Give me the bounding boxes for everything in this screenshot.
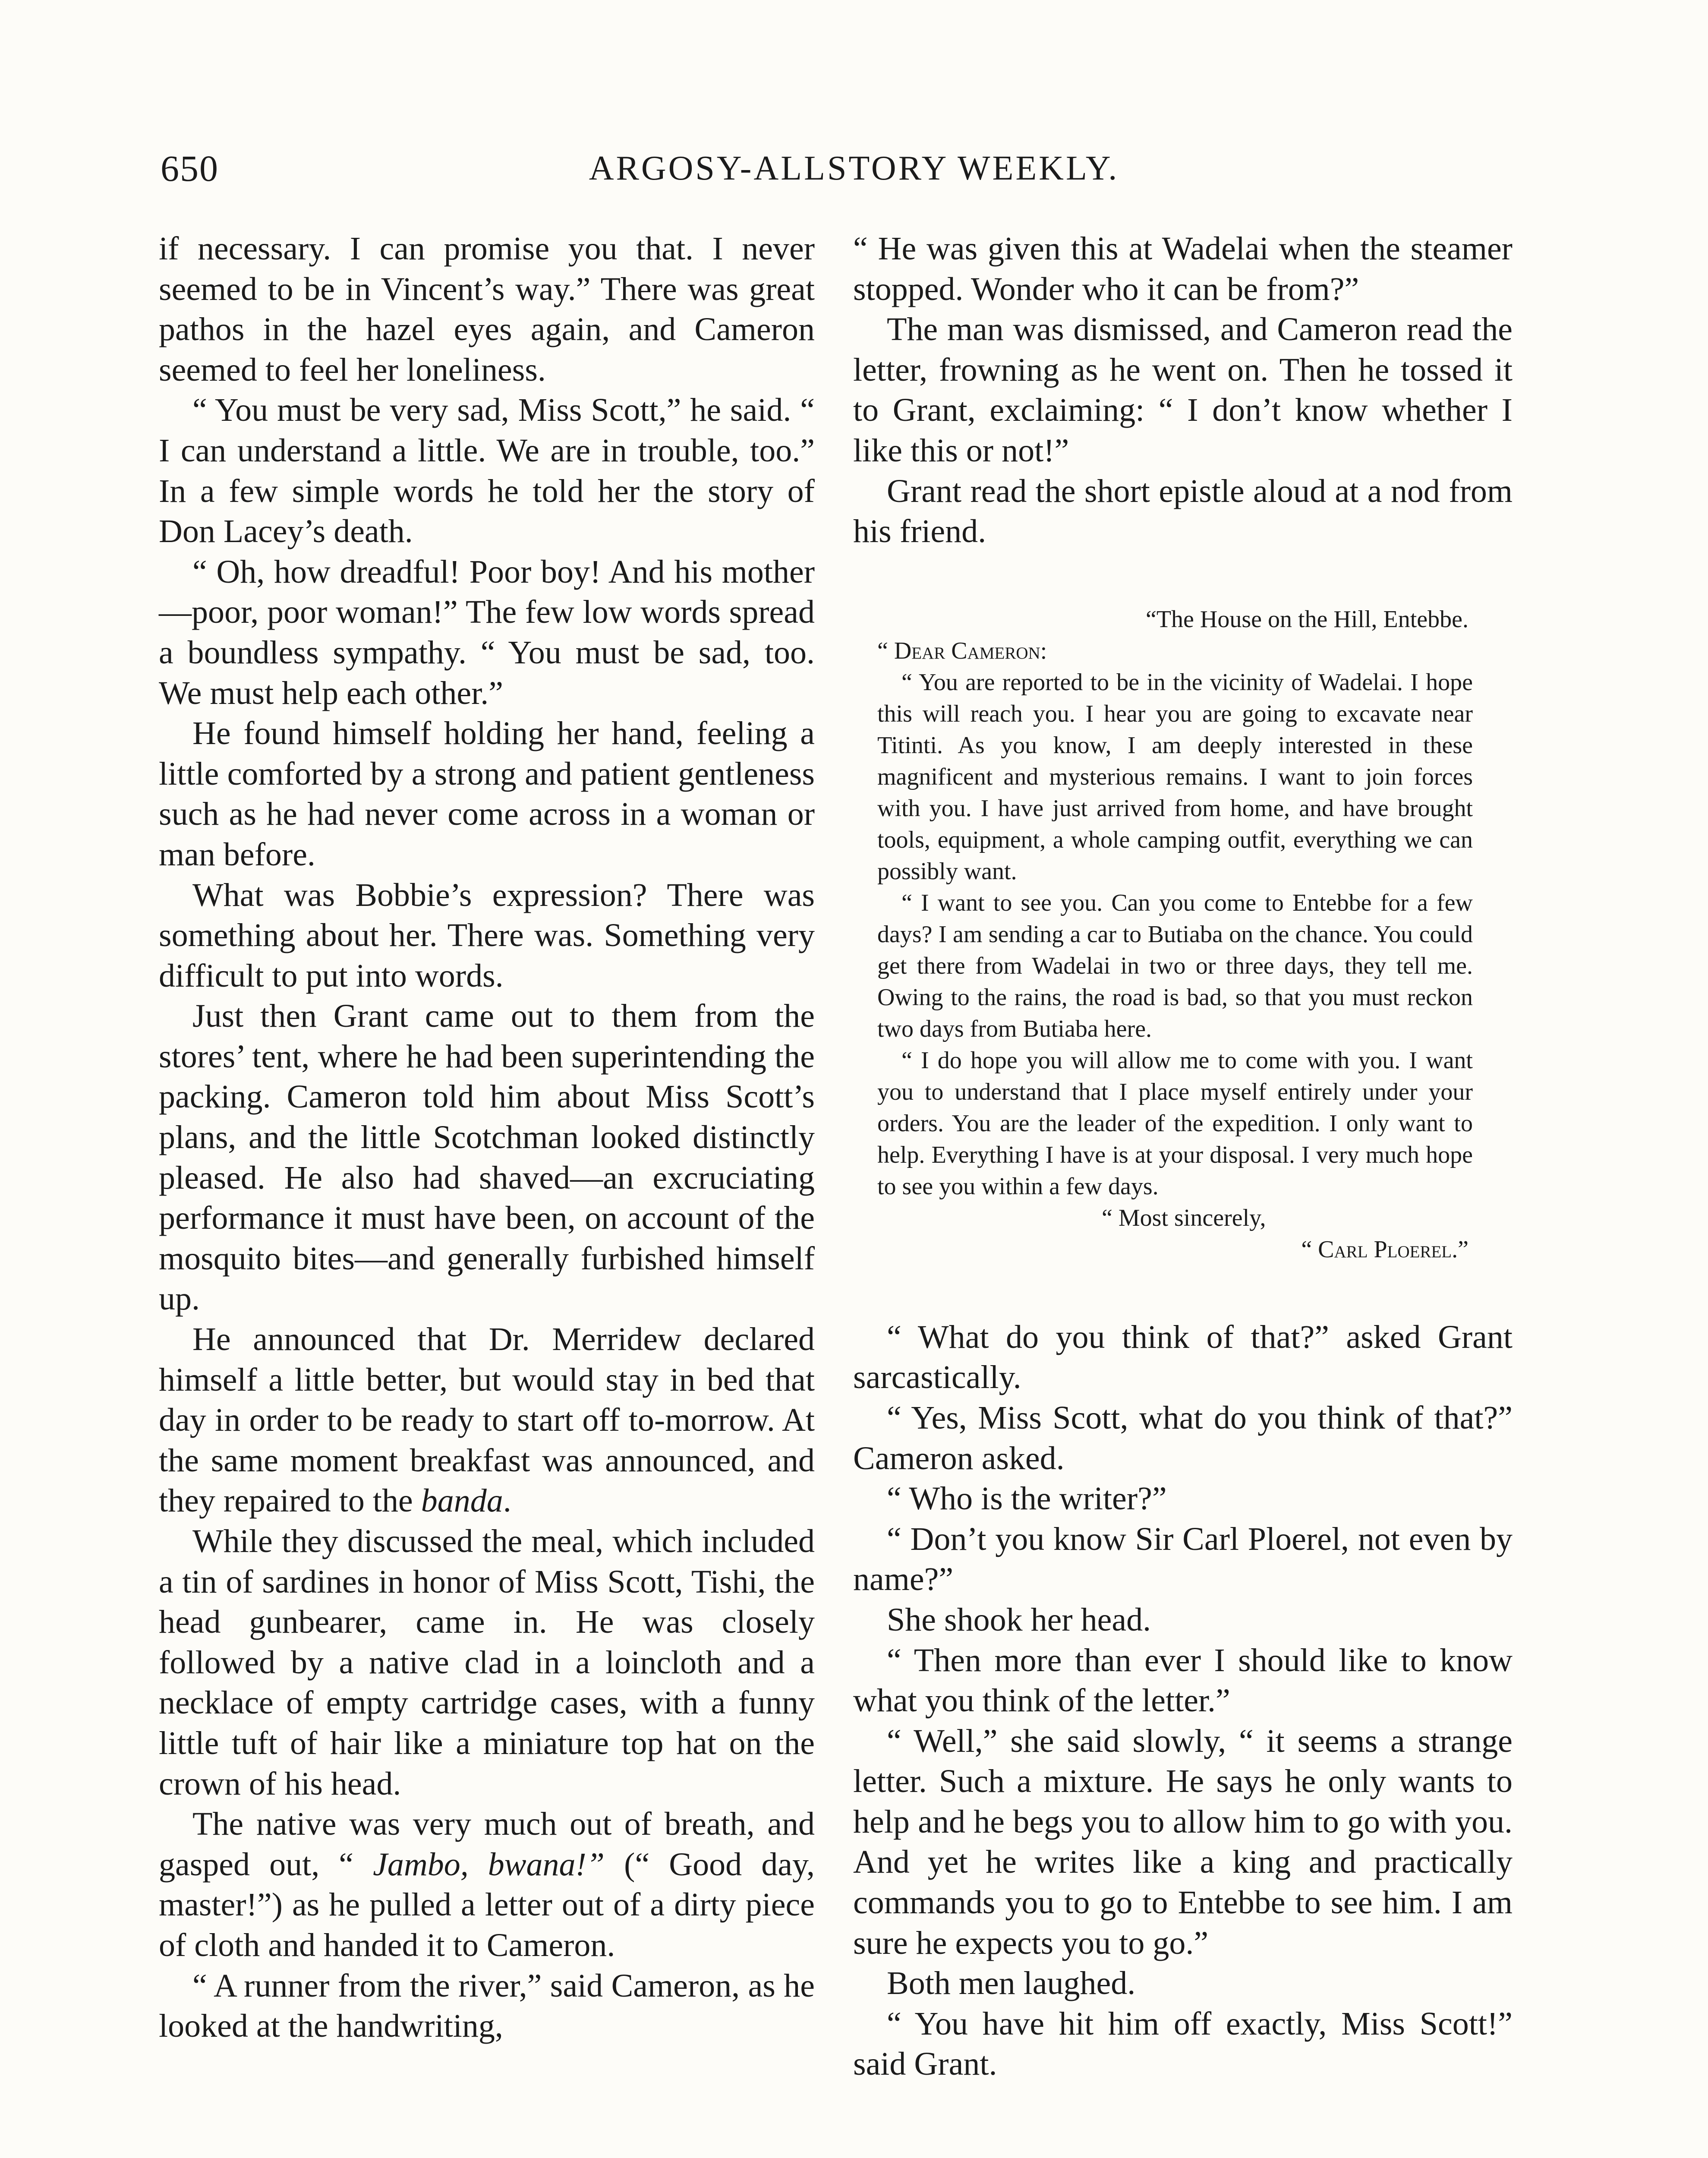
paragraph: “ He was given this at Wadelai when the steamer stopped. Wonder who it can be from?”	[853, 230, 1513, 307]
paragraph	[159, 1319, 815, 1521]
paragraph: Both men laughed.	[887, 1965, 1136, 2002]
paragraph-text: (“ Good day, master!”) as he pulled a letter out of a dirty piece of cloth and handed it to Cameron.	[159, 1846, 815, 1963]
paragraph: He found himself holding her hand, feeling a little comforted by a strong and patient gentleness such as he had never come across in a woman or man before.	[159, 715, 815, 873]
paragraph: “ Who is the writer?”	[887, 1480, 1167, 1517]
page-number: 650	[161, 148, 219, 189]
paragraph	[159, 1804, 815, 1966]
paragraph: “ Oh, how dreadful! Poor boy! And his mother—poor, poor woman!” The few low words spread a boundless sympathy. “ You must be sad, too. We must help each other.”	[159, 553, 815, 711]
paragraph: What was Bobbie’s expression? There was something about her. There was. Something very difficult to put into words.	[159, 877, 815, 994]
letter-paragraph: “ I do hope you will allow me to come with you. I want you to understand that I place myself entirely under your orders. You are the leader of the expedition. I only want to help. Everything I have is at your disposal. I very much hope to see you within a few days.	[877, 1047, 1473, 1200]
paragraph-text: .	[503, 1483, 511, 1519]
paragraph: Just then Grant came out to them from the stores’ tent, where he had been superintending the packing. Cameron told him about Miss Scott’s plans, and the little Scotchman looked distinctly pleased. He also had shaved—an excruciating performance it must have been, on account of the mosquito bites—and generally furbished himself up.	[159, 998, 815, 1317]
letter-signature: “ Carl Ploerel.”	[1301, 1236, 1469, 1263]
paragraph: if necessary. I can promise you that. I never seemed to be in Vincent’s way.” There was great pathos in the hazel eyes again, and Cameron seemed to feel her loneliness.	[159, 230, 815, 388]
paragraph: Grant read the short epistle aloud at a nod from his friend.	[853, 473, 1513, 550]
quoted-letter	[877, 604, 1473, 1265]
paragraph: “ Well,” she said slowly, “ it seems a strange letter. Such a mixture. He says he only wants to help and he begs you to allow him to go with you. And yet he writes like a king and practically commands you to go to Entebbe to see him. I am sure he expects you to go.”	[853, 1723, 1513, 1961]
letter-heading: “The House on the Hill, Entebbe.	[1145, 606, 1469, 633]
letter-salutation: “ Dear Cameron:	[877, 637, 1047, 664]
paragraph: “ A runner from the river,” said Cameron, as he looked at the handwriting,	[159, 1967, 815, 2044]
paragraph: While they discussed the meal, which included a tin of sardines in honor of Miss Scott, Tishi, the head gunbearer, came in. He was closely followed by a native clad in a loincloth and a necklace of empty cartridge cases, with a funny little tuft of hair like a miniature top hat on the crown of his head.	[159, 1523, 815, 1802]
paragraph: “ You have hit him off exactly, Miss Scott!” said Grant.	[853, 2005, 1513, 2082]
left-column	[159, 229, 815, 2047]
paragraph: “ Yes, Miss Scott, what do you think of that?” Cameron asked.	[853, 1399, 1513, 1477]
paragraph-text: The native was very much out of breath, and gasped out, “	[159, 1806, 815, 1883]
paragraph: “ Don’t you know Sir Carl Ploerel, not even by name?”	[853, 1521, 1513, 1598]
italic-word: banda	[421, 1483, 503, 1519]
running-head: ARGOSY-ALLSTORY WEEKLY.	[589, 149, 1119, 187]
paragraph: The man was dismissed, and Cameron read the letter, frowning as he went on. Then he tossed it to Grant, exclaiming: “ I don’t know whether I like this or not!”	[853, 311, 1513, 469]
paragraph: “ You must be very sad, Miss Scott,” he said. “ I can understand a little. We are in trouble, too.” In a few simple words he told her the story of Don Lacey’s death.	[159, 392, 815, 550]
letter-closing: “ Most sincerely,	[1102, 1204, 1266, 1231]
letter-paragraph: “ I want to see you. Can you come to Entebbe for a few days? I am sending a car to Butiaba on the chance. You could get there from Wadelai in two or three days, they tell me. Owing to the rains, the road is bad, so that you must reckon two days from Butiaba here.	[877, 889, 1473, 1042]
right-column	[853, 229, 1513, 2085]
italic-phrase: Jambo, bwana!”	[373, 1846, 605, 1883]
paragraph: “ Then more than ever I should like to know what you think of the letter.”	[853, 1642, 1513, 1719]
letter-paragraph: “ You are reported to be in the vicinity of Wadelai. I hope this will reach you. I hear you are going to excavate near Titinti. As you know, I am deeply interested in these magnificent and mysterious remains. I want to join forces with you. I have just arrived from home, and have brought tools, equipment, a whole camping outfit, everything we can possibly want.	[877, 669, 1473, 885]
paragraph-text: He announced that Dr. Merridew declared himself a little better, but would stay in bed that day in order to be ready to start off to-morrow. At the same moment breakfast was announced, and they repaired to the	[159, 1321, 815, 1519]
paragraph: She shook her head.	[887, 1601, 1151, 1638]
paragraph: “ What do you think of that?” asked Grant sarcastically.	[853, 1319, 1513, 1396]
